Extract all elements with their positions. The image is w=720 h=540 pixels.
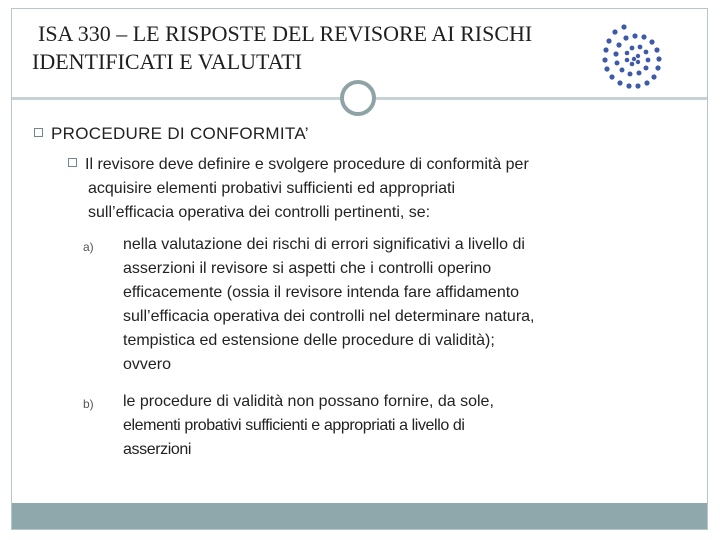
bullet-2-line-2: acquisire elementi probativi sufficienti ed appropriati [88,180,456,197]
title-line-1: ISA 330 – LE RISPOSTE DEL REVISORE AI RISCHI [38,21,533,46]
square-bullet-icon [68,158,77,167]
footer-band [12,503,707,529]
bullet-2-line-1: Il revisore deve definire e svolgere procedure di conformità per [68,153,668,177]
bullet-1-text: PROCEDURE DI CONFORMITA’ [51,124,309,143]
dotted-spiral-icon [597,20,671,94]
bullet-revisore [68,153,668,225]
list-item-b-text: le procedure di validità non possano fornire, da sole, elementi probativi sufficienti e appropriati a livello di asserzioni [123,393,494,458]
list-item-b [83,390,663,462]
list-marker-a: a) [83,240,94,254]
square-bullet-icon [34,128,43,137]
title-line-2: IDENTIFICATI E VALUTATI [32,49,302,74]
list-marker-b: b) [83,397,94,411]
list-item-a [83,233,663,377]
slide-title [32,20,592,76]
bullet-2-line-3: sull’efficacia operativa dei controlli pertinenti, se: [88,204,431,221]
bullet-procedure-di-conformita [34,122,309,146]
ring-icon [340,80,376,116]
list-item-a-text: nella valutazione dei rischi di errori significativi a livello di asserzioni il revisore si aspetti che i controlli operino efficacemente (ossia il revisore intenda fare affidamento sull’efficacia operativa dei controlli nel determinare natura, tempistica ed estensione delle procedure di validità); ovvero [123,236,535,373]
